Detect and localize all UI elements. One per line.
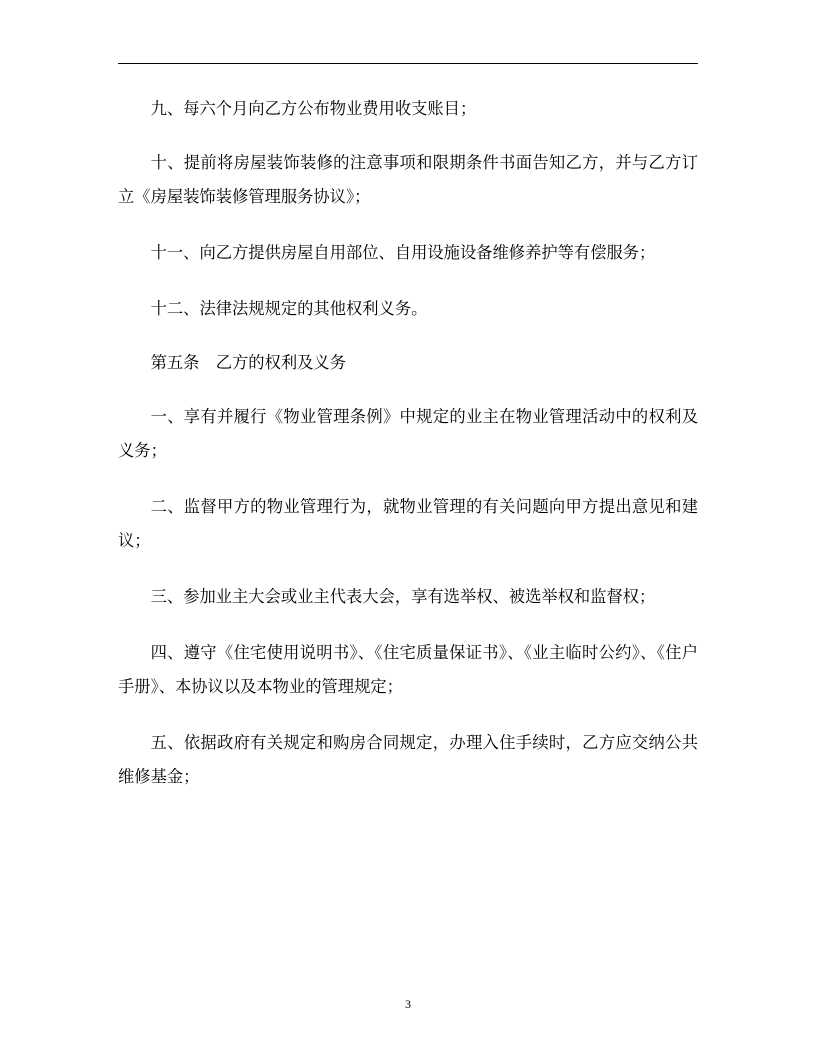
paragraph-item-12: 十二、法律法规规定的其他权利义务。 [150,299,428,318]
paragraph-item-11: 十一、向乙方提供房屋自用部位、自用设施设备维修养护等有偿服务； [150,243,656,262]
paragraph-right-1: 一、享有并履行《物业管理条例》中规定的业主在物业管理活动中的权利及义务； [118,407,698,460]
paragraph-item-9: 九、每六个月向乙方公布物业费用收支账目； [150,99,477,118]
paragraph-right-3: 三、参加业主大会或业主代表大会，享有选举权、被选举权和监督权； [150,587,656,606]
paragraph-right-2: 二、监督甲方的物业管理行为，就物业管理的有关问题向甲方提出意见和建议； [118,497,698,550]
page-number: 3 [405,997,411,1011]
header-rule [118,63,698,64]
paragraph-right-4: 四、遵守《住宅使用说明书》、《住宅质量保证书》、《业主临时公约》、《住户手册》、本协议以及本物业的管理规定； [118,643,698,696]
paragraph-item-10: 十、提前将房屋装饰装修的注意事项和限期条件书面告知乙方，并与乙方订立《房屋装饰装修管理服务协议》； [118,153,698,206]
document-body [118,92,698,816]
article-heading: 第五条 乙方的权利及义务 [150,353,346,372]
paragraph-right-5: 五、依据政府有关规定和购房合同规定，办理入住手续时，乙方应交纳公共维修基金； [118,733,698,786]
